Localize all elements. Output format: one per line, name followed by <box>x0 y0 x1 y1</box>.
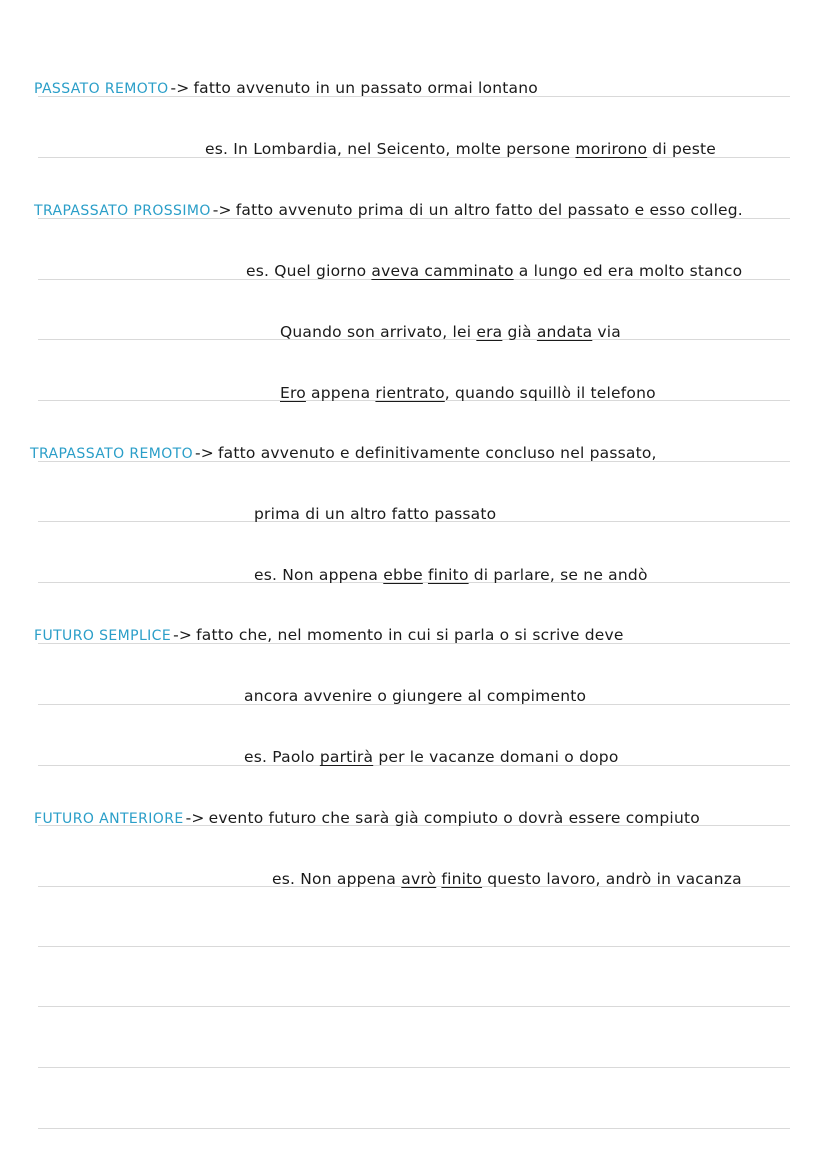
ruled-line <box>38 1006 790 1007</box>
note-text: es. In Lombardia, nel Seicento, molte persone <box>205 140 576 158</box>
note-line <box>246 261 742 281</box>
arrow: -> <box>173 626 193 644</box>
arrow: -> <box>170 79 190 97</box>
underlined-verb: rientrato <box>375 384 445 402</box>
definition-text: fatto avvenuto prima di un altro fatto del passato e esso colleg. <box>235 201 743 219</box>
note-line <box>254 504 496 524</box>
note-text: es. Non appena <box>254 566 384 584</box>
definition-text: fatto che, nel momento in cui si parla o si scrive deve <box>196 626 624 644</box>
note-text: es. Paolo <box>244 748 320 766</box>
ruled-line <box>38 946 790 947</box>
underlined-verb: Ero <box>280 384 306 402</box>
underlined-verb: avrò <box>401 870 437 888</box>
arrow: -> <box>195 444 214 462</box>
tense-definition <box>34 200 743 221</box>
note-line <box>254 565 648 585</box>
note-line <box>244 747 619 767</box>
ruled-line <box>38 1067 790 1068</box>
note-line <box>280 383 656 403</box>
arrow: -> <box>185 809 205 827</box>
definition-text: fatto avvenuto e definitivamente concluso nel passato, <box>218 444 657 462</box>
underlined-verb: partirà <box>319 748 374 766</box>
note-line <box>244 686 586 706</box>
tense-definition <box>34 78 538 99</box>
note-text: , quando squillò il telefono <box>444 384 656 402</box>
tense-term: PASSATO REMOTO <box>34 81 169 97</box>
underlined-verb: morirono <box>575 140 648 158</box>
note-text: via <box>592 323 622 341</box>
tense-term: FUTURO ANTERIORE <box>34 811 184 827</box>
note-line <box>272 869 742 889</box>
note-text: appena <box>305 384 376 402</box>
tense-term: TRAPASSATO PROSSIMO <box>34 203 211 219</box>
definition-text: evento futuro che sarà già compiuto o dovrà essere compiuto <box>208 809 700 827</box>
note-text: questo lavoro, andrò in vacanza <box>482 870 742 888</box>
note-text: ancora avvenire o giungere al compimento <box>244 687 587 705</box>
tense-definition <box>34 808 700 829</box>
definition-text: fatto avvenuto in un passato ormai lontano <box>193 79 538 97</box>
note-text: a lungo ed era molto stanco <box>513 262 743 280</box>
underlined-verb: era <box>476 323 503 341</box>
note-text: es. Quel giorno <box>246 262 372 280</box>
note-line <box>280 322 621 342</box>
arrow: -> <box>212 201 232 219</box>
note-text: Quando son arrivato, lei <box>280 323 477 341</box>
tense-term: FUTURO SEMPLICE <box>34 628 172 644</box>
note-line <box>205 139 716 159</box>
underlined-verb: finito <box>441 870 483 888</box>
tense-definition <box>30 443 657 464</box>
note-text: es. Non appena <box>272 870 402 888</box>
tense-definition <box>34 625 624 646</box>
tense-term: TRAPASSATO REMOTO <box>30 446 194 462</box>
note-text: per le vacanze domani o dopo <box>373 748 619 766</box>
note-text: prima di un altro fatto passato <box>254 505 497 523</box>
note-text: già <box>502 323 537 341</box>
note-text: di peste <box>647 140 717 158</box>
note-text: di parlare, se ne andò <box>468 566 648 584</box>
underlined-verb: ebbe <box>383 566 423 584</box>
ruled-line <box>38 1128 790 1129</box>
underlined-verb: finito <box>427 566 469 584</box>
underlined-verb: andata <box>536 323 593 341</box>
underlined-verb: aveva camminato <box>371 262 514 280</box>
